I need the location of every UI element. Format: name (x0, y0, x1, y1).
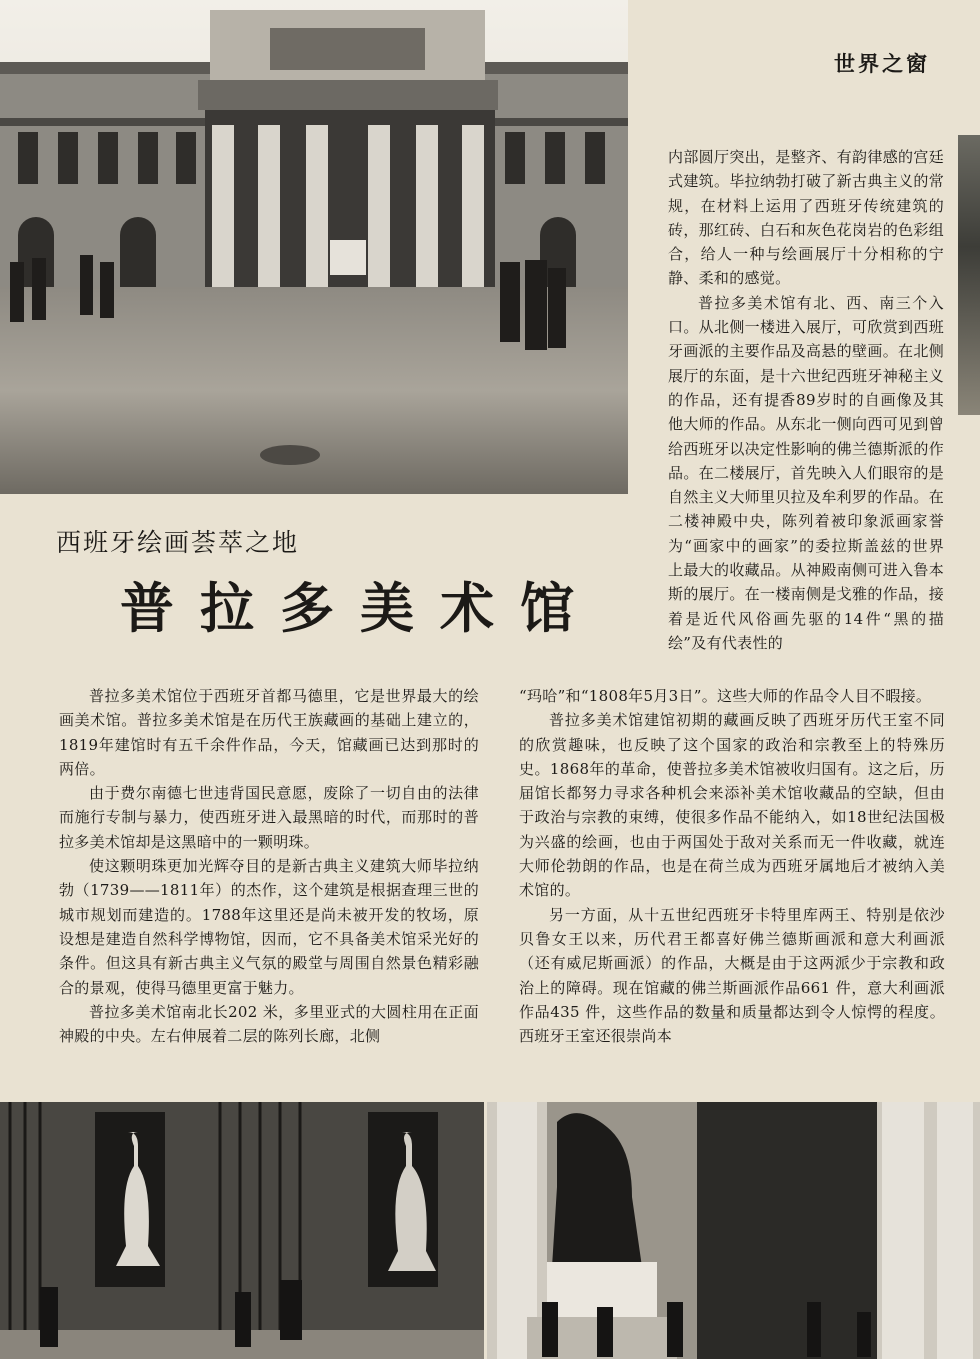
paragraph: 普拉多美术馆南北长202 米，多里亚式的大圆柱用在正面神殿的中央。左右伸展着二层的陈列长廊，北侧 (59, 1002, 479, 1046)
paragraph: 使这颗明珠更加光辉夺目的是新古典主义建筑大师毕拉纳勃（1739——1811年）的杰作，这个建筑是根据查理三世的城市规划而建造的。1788年这里还是尚未被开发的牧场，原设想是建造自然科学博物馆，因而，它不具备美术馆采光好的条件。但这具有新古典主义气氛的殿堂与周围自然景色精彩融合的景观，使得马德里更富于魅力。 (59, 857, 479, 997)
statue-niches-photo (0, 1102, 484, 1359)
paragraph: 普拉多美术馆位于西班牙首都马德里，它是世界最大的绘画美术馆。普拉多美术馆是在历代王族藏画的基础上建立的，1819年建馆时有五千余件作品，今天，馆藏画已达到那时的两倍。 (59, 687, 479, 778)
article-title: 普拉多美术馆 (120, 577, 600, 640)
article-subtitle: 西班牙绘画荟萃之地 (56, 528, 300, 557)
paragraph: 内部圆厅突出，是整齐、有韵律感的宫廷式建筑。毕拉纳勃打破了新古典主义的常规，在材料上运用了西班牙传统建筑的砖，那红砖、白石和灰色花岗岩的色彩组合，给人一种与绘画展厅十分相称的宁静、柔和的感觉。 (668, 148, 944, 288)
page-edge-strip (958, 135, 980, 415)
paragraph: 由于费尔南德七世违背国民意愿，废除了一切自由的法律而施行专制与暴力，使西班牙进入最黑暗的时代，而那时的普拉多美术馆却是这黑暗中的一颗明珠。 (59, 784, 479, 851)
article-column-right-top (668, 145, 944, 655)
paragraph: 另一方面，从十五世纪西班牙卡特里库两王、特别是依沙贝鲁女王以来，历代君王都喜好佛兰德斯画派和意大利画派（还有威尼斯画派）的作品，大概是由于这两派少于宗教和政治上的障碍。现在馆藏的佛兰斯画派作品661 件，意大利画派作品435 件，这些作品的数量和质量都达到令人惊愕的程度。西班牙王室还很崇尚本 (519, 905, 945, 1046)
paragraph: “玛哈”和“1808年5月3日”。这些大师的作品令人目不暇接。 (519, 687, 932, 705)
museum-facade-photo (0, 0, 628, 494)
velazquez-statue-photo (487, 1102, 980, 1359)
paragraph: 普拉多美术馆建馆初期的藏画反映了西班牙历代王室不同的欣赏趣味，也反映了这个国家的政治和宗教至上的特殊历史。1868年的革命，使普拉多美术馆被收归国有。这之后，历届馆长都努力寻求各种机会来添补美术馆收藏品的空缺，但由于政治与宗教的束缚，使很多作品不能纳入，如18世纪法国极为兴盛的绘画，也由于两国处于敌对关系而无一件收藏，就连大师伦勃朗的作品，也是在荷兰成为西班牙属地后才被纳入美术馆的。 (519, 711, 945, 900)
article-column-left (59, 684, 479, 1048)
section-label: 世界之窗 (834, 52, 930, 76)
article-column-right-bottom (519, 684, 945, 1048)
paragraph: 普拉多美术馆有北、西、南三个入口。从北侧一楼进入展厅，可欣赏到西班牙画派的主要作品及高悬的壁画。在北侧展厅的东面，是十六世纪西班牙神秘主义的作品，还有提香89岁时的自画像及其他大师的作品。从东北一侧向西可见到曾给西班牙以决定性影响的佛兰德斯派的作品。在二楼展厅，首先映入人们眼帘的是自然主义大师里贝拉及牟利罗的作品。在二楼神殿中央，陈列着被印象派画家誉为“画家中的画家”的委拉斯盖兹的世界上最大的收藏品。从神殿南侧可进入鲁本斯的展厅。在一楼南侧是戈雅的作品，接着是近代风俗画先驱的14件“黑的描绘”及有代表性的 (668, 293, 944, 652)
